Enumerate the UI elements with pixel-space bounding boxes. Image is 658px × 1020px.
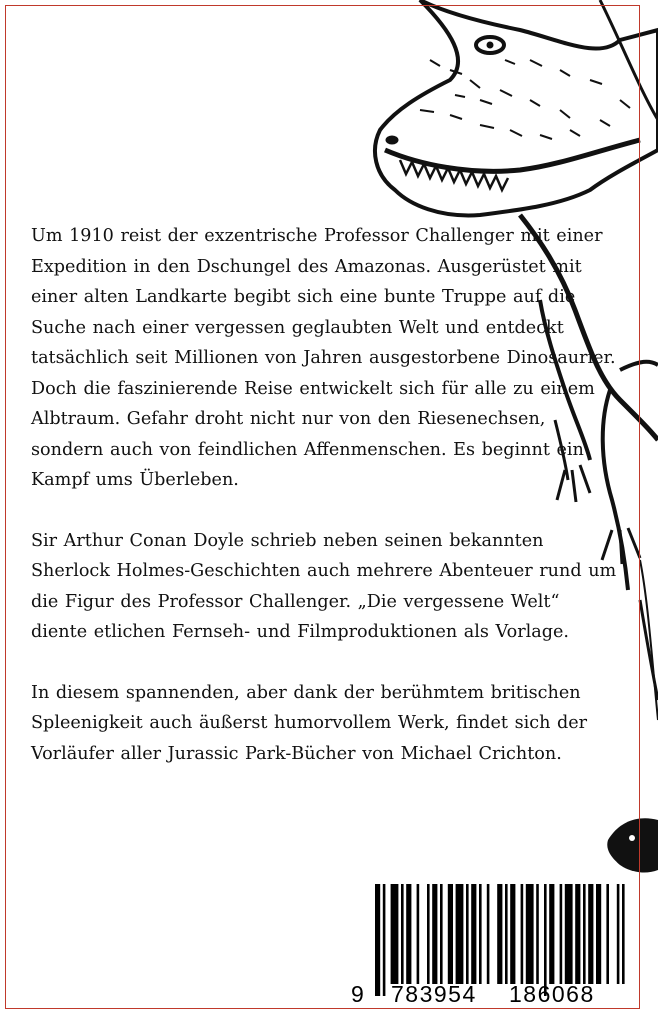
bird-head-icon — [607, 818, 658, 872]
barcode-bar — [575, 884, 580, 984]
blurb-paragraph-1: Um 1910 reist der exzentrische Professor Challenger mit einer Expedition in den Dschungel des Amazonas. Ausgerüstet mit einer alten Landkarte begibt sich eine bunte Truppe auf die Suche nach einer vergessen geglaubten Welt und entdeckt tatsächlich seit Millionen von Jahren ausgestorbene Dinosaurier. Doch die faszinierende Reise entwickelt sich für alle zu einem Albtraum. Gefahr droht nicht nur von den Riesenechsen, sondern auch von feindlichen Affenmenschen. Es beginnt ein Kampf ums Überleben. — [31, 226, 616, 490]
barcode-bar — [448, 884, 453, 984]
barcode-bar — [622, 884, 625, 984]
barcode-bar — [560, 884, 563, 984]
barcode-bar — [544, 884, 547, 996]
barcode-bar — [565, 884, 573, 984]
barcode-bar — [406, 884, 411, 984]
blurb-text — [31, 221, 621, 769]
barcode-bar — [479, 884, 482, 984]
barcode-bar — [583, 884, 586, 984]
barcode-bar — [383, 884, 386, 996]
barcode-bar — [510, 884, 515, 984]
barcode-bar — [526, 884, 534, 984]
barcode-bar — [427, 884, 430, 984]
barcode-bar — [536, 884, 539, 984]
barcode-bar — [432, 884, 437, 984]
barcode-digit-prefix: 9 — [351, 981, 366, 1007]
barcode-bar — [471, 884, 476, 984]
barcode-bar — [521, 884, 524, 984]
blurb-paragraph-2: Sir Arthur Conan Doyle schrieb neben seinen bekannten Sherlock Holmes-Geschichten auch mehrere Abenteuer rund um die Figur des Professor Challenger. „Die vergessene Welt“ diente etlichen Fernseh- und Filmproduktionen als Vorlage. — [31, 530, 617, 642]
isbn-barcode — [351, 880, 631, 1005]
blurb-paragraph-3: In diesem spannenden, aber dank der berühmtem britischen Spleenigkeit auch äußerst humorvollem Werk, findet sich der Vorläufer aller Jurassic Park-Bücher von Michael Crichton. — [31, 682, 588, 764]
barcode-bar — [497, 884, 502, 984]
barcode-digits-right: 186068 — [509, 981, 595, 1007]
barcode-bar — [391, 884, 399, 984]
barcode-bar — [549, 884, 554, 984]
barcode-bar — [375, 884, 380, 996]
barcode-bar — [505, 884, 508, 984]
barcode-bar — [456, 884, 464, 984]
barcode-bar — [487, 884, 490, 984]
barcode-bar — [401, 884, 404, 984]
barcode-bar — [417, 884, 420, 984]
barcode-bar — [440, 884, 443, 984]
barcode-bar — [588, 884, 593, 984]
barcode-bar — [617, 884, 620, 984]
barcode-digits-left: 783954 — [391, 981, 477, 1007]
barcode-bar — [466, 884, 469, 984]
barcode-bar — [606, 884, 609, 984]
barcode-bar — [596, 884, 601, 984]
